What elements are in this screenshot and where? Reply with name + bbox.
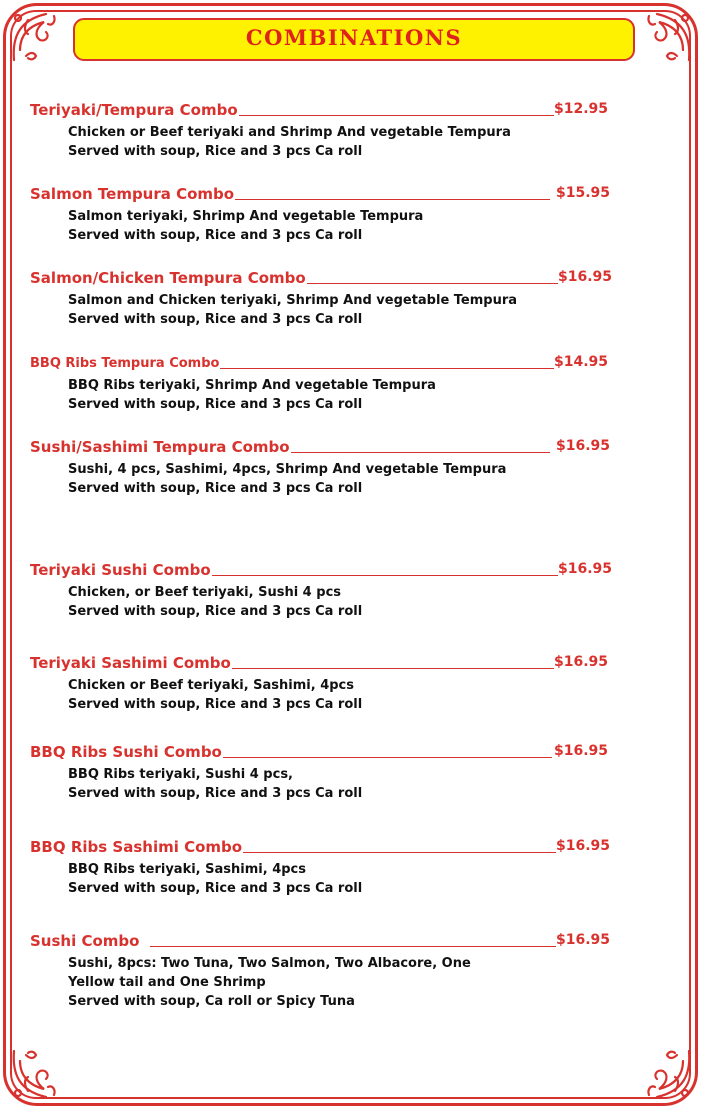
leader-line [210, 575, 558, 576]
item-description: Served with soup, Rice and 3 pcs Ca roll [68, 604, 363, 619]
item-description: Served with soup, Rice and 3 pcs Ca roll [68, 697, 363, 712]
item-description: BBQ Ribs teriyaki, Sashimi, 4pcs [68, 862, 306, 877]
corner-ornament-icon [635, 1043, 697, 1105]
item-description: Served with soup, Rice and 3 pcs Ca roll [68, 228, 363, 243]
menu-item [30, 932, 630, 1011]
item-name: Teriyaki/Tempura Combo [30, 101, 238, 119]
item-price: $16.95 [556, 932, 611, 948]
item-description: Chicken or Beef teriyaki and Shrimp And vegetable Tempura [68, 125, 511, 140]
item-description: BBQ Ribs teriyaki, Shrimp And vegetable Tempura [68, 378, 436, 393]
item-price: $16.95 [558, 269, 613, 285]
item-description: Served with soup, Rice and 3 pcs Ca roll [68, 312, 363, 327]
item-description: Served with soup, Rice and 3 pcs Ca roll [68, 144, 363, 159]
item-description: Served with soup, Rice and 3 pcs Ca roll [68, 786, 363, 801]
item-name: Teriyaki Sashimi Combo [30, 654, 231, 672]
leader-line [210, 199, 550, 200]
menu-item [30, 101, 630, 161]
leader-line [270, 452, 550, 453]
menu-item [30, 743, 630, 803]
item-price: $16.95 [556, 438, 611, 454]
item-price: $16.95 [556, 838, 611, 854]
item-price: $16.95 [554, 654, 609, 670]
item-description: Sushi, 4 pcs, Sashimi, 4pcs, Shrimp And vegetable Tempura [68, 462, 507, 477]
item-name: Teriyaki Sushi Combo [30, 561, 211, 579]
menu-item [30, 185, 630, 245]
item-price: $12.95 [554, 101, 609, 117]
item-name: BBQ Ribs Sashimi Combo [30, 838, 243, 856]
leader-line [210, 757, 552, 758]
leader-line [290, 283, 558, 284]
item-name: BBQ Ribs Sushi Combo [30, 743, 222, 761]
item-description: Salmon and Chicken teriyaki, Shrimp And vegetable Tempura [68, 293, 518, 308]
item-name: Salmon/Chicken Tempura Combo [30, 269, 306, 287]
item-description: Served with soup, Rice and 3 pcs Ca roll [68, 397, 363, 412]
item-name: Sushi Combo [30, 932, 140, 950]
item-description: BBQ Ribs teriyaki, Sushi 4 pcs, [68, 767, 293, 782]
item-price: $15.95 [556, 185, 611, 201]
item-description: Yellow tail and One Shrimp [68, 975, 266, 990]
menu-item [30, 438, 630, 498]
item-name: BBQ Ribs Tempura Combo [30, 356, 220, 371]
item-description: Sushi, 8pcs: Two Tuna, Two Salmon, Two Albacore, One [68, 956, 471, 971]
corner-ornament-icon [635, 6, 697, 68]
menu-item [30, 561, 630, 621]
leader-line [230, 852, 556, 853]
item-name: Sushi/Sashimi Tempura Combo [30, 438, 290, 456]
leader-line [210, 368, 554, 369]
menu-item [30, 269, 630, 329]
corner-ornament-icon [6, 1043, 68, 1105]
page-title: COMBINATIONS [245, 25, 463, 50]
leader-line [230, 668, 554, 669]
item-price: $16.95 [554, 743, 609, 759]
corner-ornament-icon [6, 6, 68, 68]
item-description: Served with soup, Ca roll or Spicy Tuna [68, 994, 355, 1009]
item-price: $16.95 [558, 561, 613, 577]
item-price: $14.95 [554, 354, 609, 370]
title-banner [73, 18, 635, 61]
menu-item [30, 354, 630, 414]
item-description: Chicken or Beef teriyaki, Sashimi, 4pcs [68, 678, 354, 693]
item-description: Chicken, or Beef teriyaki, Sushi 4 pcs [68, 585, 342, 600]
menu-item [30, 838, 630, 898]
item-description: Served with soup, Rice and 3 pcs Ca roll [68, 481, 363, 496]
leader-line [150, 946, 556, 947]
item-description: Salmon teriyaki, Shrimp And vegetable Tempura [68, 209, 424, 224]
menu-item [30, 654, 630, 714]
item-name: Salmon Tempura Combo [30, 185, 235, 203]
item-description: Served with soup, Rice and 3 pcs Ca roll [68, 881, 363, 896]
leader-line [210, 115, 554, 116]
